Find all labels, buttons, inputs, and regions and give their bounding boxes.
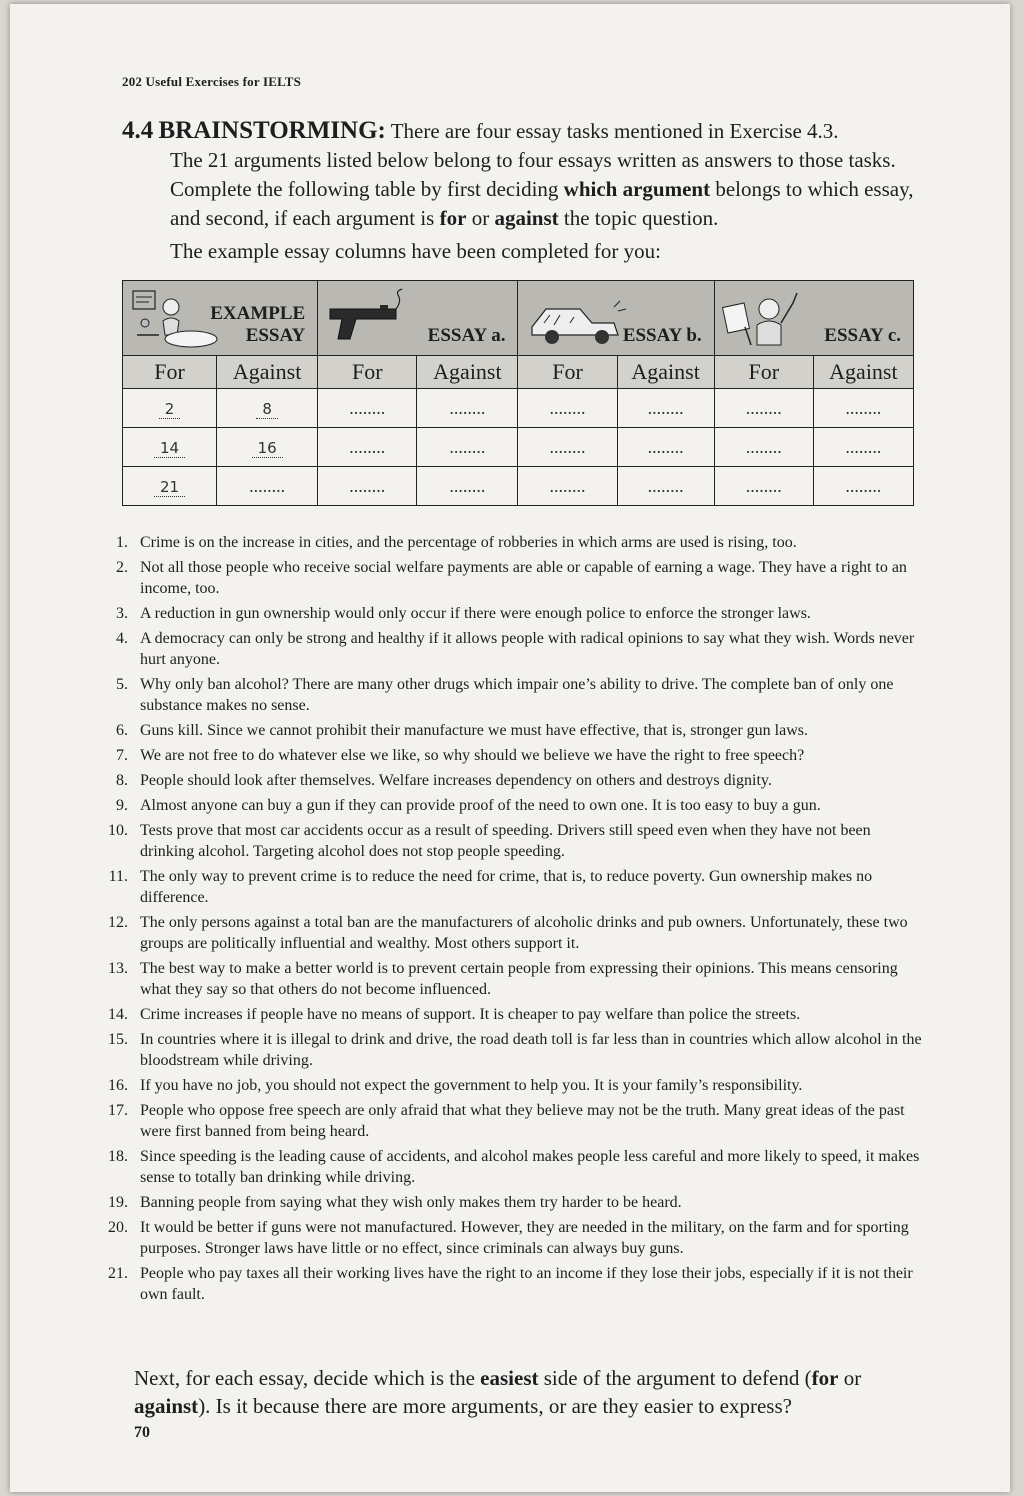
answer-cell[interactable] bbox=[123, 428, 217, 467]
header-label bbox=[428, 325, 506, 347]
table-row bbox=[123, 428, 914, 467]
argument-number: 1. bbox=[116, 534, 128, 551]
closing-text: ). Is it because there are more arguments, or are they easier to express? bbox=[198, 1394, 792, 1418]
answer-cell[interactable] bbox=[813, 428, 913, 467]
argument-number: 10. bbox=[108, 822, 128, 839]
list-item bbox=[94, 795, 922, 816]
handwritten-answer: 16 bbox=[252, 439, 283, 458]
argument-number: 12. bbox=[108, 914, 128, 931]
argument-number: 21. bbox=[108, 1265, 128, 1282]
answer-cell[interactable] bbox=[417, 467, 518, 506]
argument-text: The only persons against a total ban are the manufacturers of alcoholic drinks and pub owners. Unfortunately, these two groups are politically influential and wealthy. Most others support it. bbox=[140, 914, 908, 952]
blank-answer: ........ bbox=[549, 475, 586, 496]
col-against: Against bbox=[217, 356, 318, 389]
blank-answer: ........ bbox=[549, 397, 586, 418]
col-for: For bbox=[714, 356, 813, 389]
instruction-bold: against bbox=[494, 206, 559, 230]
argument-text: The best way to make a better world is to prevent certain people from expressing their opinions. This means censoring what they say so that others do not become influenced. bbox=[140, 960, 898, 998]
blank-answer: ........ bbox=[647, 436, 684, 457]
list-item bbox=[94, 1075, 922, 1096]
blank-answer: ........ bbox=[647, 475, 684, 496]
answer-cell[interactable] bbox=[123, 389, 217, 428]
argument-text: A democracy can only be strong and healthy if it allows people with radical opinions to say what they wish. Words never hurt anyone. bbox=[140, 630, 915, 668]
list-item bbox=[94, 674, 922, 716]
list-item bbox=[94, 1192, 922, 1213]
col-for: For bbox=[518, 356, 617, 389]
list-item bbox=[94, 1100, 922, 1142]
instruction-bold: for bbox=[439, 206, 467, 230]
list-item bbox=[94, 557, 922, 599]
header-label-line-2: ESSAY bbox=[245, 325, 306, 346]
argument-number: 15. bbox=[108, 1031, 128, 1048]
blank-answer: ........ bbox=[845, 397, 882, 418]
list-item bbox=[94, 1004, 922, 1025]
page-number: 70 bbox=[134, 1424, 150, 1441]
argument-text: Tests prove that most car accidents occur as a result of speeding. Drivers still speed even when they have not been drinking alcohol. Targeting alcohol does not stop people speeding. bbox=[140, 822, 871, 860]
header-label bbox=[210, 303, 305, 347]
blank-answer: ........ bbox=[845, 475, 882, 496]
argument-text: Crime is on the increase in cities, and the percentage of robberies in which arms are used is rising, too. bbox=[140, 534, 797, 551]
col-against: Against bbox=[617, 356, 714, 389]
answer-cell[interactable] bbox=[714, 467, 813, 506]
exercise-intro: There are four essay tasks mentioned in Exercise 4.3. bbox=[390, 119, 839, 143]
answer-cell[interactable] bbox=[813, 389, 913, 428]
list-item bbox=[94, 820, 922, 862]
argument-text: A reduction in gun ownership would only occur if there were enough police to enforce the stronger laws. bbox=[140, 605, 811, 622]
argument-text: Crime increases if people have no means of support. It is cheaper to pay welfare than police the streets. bbox=[140, 1006, 801, 1023]
answer-cell[interactable] bbox=[617, 389, 714, 428]
exercise-instructions bbox=[170, 146, 922, 233]
closing-bold: against bbox=[134, 1394, 199, 1418]
list-item bbox=[94, 628, 922, 670]
handwritten-answer: 2 bbox=[159, 400, 181, 419]
argument-list bbox=[94, 532, 922, 1309]
argument-text: Banning people from saying what they wish only makes them try harder to be heard. bbox=[140, 1194, 682, 1211]
answer-cell[interactable] bbox=[518, 428, 617, 467]
list-item bbox=[94, 1146, 922, 1188]
argument-text: In countries where it is illegal to drink and drive, the road death toll is far less than in countries which allow alcohol in the bloodstream while driving. bbox=[140, 1031, 922, 1069]
argument-number: 19. bbox=[108, 1194, 128, 1211]
blank-answer: ........ bbox=[647, 397, 684, 418]
answer-cell[interactable] bbox=[318, 467, 417, 506]
list-item bbox=[94, 532, 922, 553]
argument-number: 9. bbox=[116, 797, 128, 814]
protester-icon bbox=[721, 287, 811, 351]
handwritten-answer: 21 bbox=[154, 478, 185, 497]
answer-cell[interactable] bbox=[417, 389, 518, 428]
header-essay-a bbox=[318, 281, 518, 356]
list-item bbox=[94, 1217, 922, 1259]
col-for: For bbox=[318, 356, 417, 389]
closing-text: or bbox=[838, 1366, 862, 1390]
blank-answer: ........ bbox=[249, 475, 286, 496]
answer-cell[interactable] bbox=[617, 467, 714, 506]
header-label-line-2: ESSAY a. bbox=[427, 325, 506, 346]
header-label-line-2: ESSAY c. bbox=[824, 325, 901, 346]
table-row bbox=[123, 389, 914, 428]
argument-number: 16. bbox=[108, 1077, 128, 1094]
answer-cell[interactable] bbox=[217, 467, 318, 506]
header-essay-b bbox=[518, 281, 714, 356]
col-against: Against bbox=[417, 356, 518, 389]
exercise-number: 4.4 bbox=[122, 117, 154, 144]
argument-number: 11. bbox=[108, 868, 128, 885]
argument-text: If you have no job, you should not expect the government to help you. It is your family’s responsibility. bbox=[140, 1077, 803, 1094]
closing-text: side of the argument to defend ( bbox=[538, 1366, 812, 1390]
argument-text: We are not free to do whatever else we like, so why should we believe we have the right to free speech? bbox=[140, 747, 805, 764]
instruction-text: the topic question. bbox=[558, 206, 719, 230]
header-label-line-2: ESSAY b. bbox=[622, 325, 702, 346]
header-example-essay bbox=[123, 281, 318, 356]
argument-number: 8. bbox=[116, 772, 128, 789]
blank-answer: ........ bbox=[845, 436, 882, 457]
instruction-text: or bbox=[466, 206, 495, 230]
blank-answer: ........ bbox=[349, 397, 386, 418]
answer-cell[interactable] bbox=[518, 389, 617, 428]
handwritten-answer: 14 bbox=[154, 439, 185, 458]
argument-text: Almost anyone can buy a gun if they can provide proof of the need to own one. It is too easy to buy a gun. bbox=[140, 797, 821, 814]
answer-table bbox=[122, 280, 914, 506]
example-note: The example essay columns have been completed for you: bbox=[170, 239, 661, 263]
list-item bbox=[94, 720, 922, 741]
blank-answer: ........ bbox=[745, 436, 782, 457]
blank-answer: ........ bbox=[349, 436, 386, 457]
answer-cell[interactable] bbox=[318, 389, 417, 428]
book-page bbox=[10, 4, 1010, 1492]
answer-cell[interactable] bbox=[518, 467, 617, 506]
blank-answer: ........ bbox=[449, 436, 486, 457]
list-item bbox=[94, 745, 922, 766]
argument-number: 5. bbox=[116, 676, 128, 693]
argument-number: 4. bbox=[116, 630, 128, 647]
handwritten-answer: 8 bbox=[256, 400, 278, 419]
exercise-section bbox=[122, 116, 922, 264]
exercise-keyword: BRAINSTORMING: bbox=[158, 117, 386, 144]
answer-cell[interactable] bbox=[318, 428, 417, 467]
blank-answer: ........ bbox=[549, 436, 586, 457]
answer-cell[interactable] bbox=[417, 428, 518, 467]
blank-answer: ........ bbox=[349, 475, 386, 496]
closing-bold: easiest bbox=[480, 1366, 539, 1390]
argument-number: 18. bbox=[108, 1148, 128, 1165]
header-label-line-1: EXAMPLE bbox=[210, 303, 306, 324]
list-item bbox=[94, 912, 922, 954]
table-subheader-row bbox=[123, 356, 914, 389]
answer-cell[interactable] bbox=[217, 428, 318, 467]
argument-text: People who pay taxes all their working lives have the right to an income if they lose their jobs, especially if it is not their own fault. bbox=[140, 1265, 913, 1303]
argument-number: 2. bbox=[116, 559, 128, 576]
argument-text: People should look after themselves. Welfare increases dependency on others and destroys dignity. bbox=[140, 772, 772, 789]
argument-number: 13. bbox=[108, 960, 128, 977]
list-item bbox=[94, 1263, 922, 1305]
list-item bbox=[94, 603, 922, 624]
argument-number: 14. bbox=[108, 1006, 128, 1023]
blank-answer: ........ bbox=[449, 397, 486, 418]
answer-cell[interactable] bbox=[217, 389, 318, 428]
instruction-text: belongs to which essay, and second, if each argument is bbox=[170, 177, 914, 230]
argument-number: 7. bbox=[116, 747, 128, 764]
header-label bbox=[623, 325, 702, 347]
argument-number: 20. bbox=[108, 1219, 128, 1236]
list-item bbox=[94, 866, 922, 908]
argument-number: 17. bbox=[108, 1102, 128, 1119]
argument-text: Guns kill. Since we cannot prohibit their manufacture we must have effective, that is, stronger gun laws. bbox=[140, 722, 808, 739]
col-against: Against bbox=[813, 356, 913, 389]
running-head: 202 Useful Exercises for IELTS bbox=[122, 74, 302, 89]
table-row bbox=[123, 467, 914, 506]
gun-icon bbox=[324, 287, 414, 347]
closing-instruction bbox=[134, 1364, 924, 1420]
answer-cell[interactable] bbox=[714, 389, 813, 428]
instruction-bold: which argument bbox=[563, 177, 711, 201]
answer-cell[interactable] bbox=[123, 467, 217, 506]
list-item bbox=[94, 958, 922, 1000]
argument-text: Not all those people who receive social welfare payments are able or capable of earning a wage. They have a right to an income, too. bbox=[140, 559, 907, 597]
argument-text: Why only ban alcohol? There are many other drugs which impair one’s ability to drive. The complete ban of only one substance makes no sense. bbox=[140, 676, 894, 714]
blank-answer: ........ bbox=[745, 475, 782, 496]
argument-text: People who oppose free speech are only afraid that what they believe may not be the truth. Many great ideas of the past were first banned from being heard. bbox=[140, 1102, 905, 1140]
table-header-row bbox=[123, 281, 914, 356]
argument-number: 6. bbox=[116, 722, 128, 739]
answer-cell[interactable] bbox=[617, 428, 714, 467]
answer-cell[interactable] bbox=[813, 467, 913, 506]
answer-cell[interactable] bbox=[714, 428, 813, 467]
col-for: For bbox=[123, 356, 217, 389]
closing-bold: for bbox=[811, 1366, 839, 1390]
list-item bbox=[94, 1029, 922, 1071]
exercise-heading bbox=[122, 116, 922, 146]
car-crash-icon bbox=[524, 287, 634, 351]
blank-answer: ........ bbox=[745, 397, 782, 418]
instruction-text: The 21 arguments listed below belong to four essays written as answers to those tasks. Complete the following table by first deciding bbox=[170, 148, 896, 201]
blank-answer: ........ bbox=[449, 475, 486, 496]
header-label bbox=[824, 325, 901, 347]
argument-text: Since speeding is the leading cause of accidents, and alcohol makes people less careful and more likely to speed, it makes sense to totally ban drinking while driving. bbox=[140, 1148, 920, 1186]
closing-text: Next, for each essay, decide which is the bbox=[134, 1366, 481, 1390]
header-essay-c bbox=[714, 281, 913, 356]
argument-text: The only way to prevent crime is to reduce the need for crime, that is, to reduce poverty. Gun ownership makes no difference. bbox=[140, 868, 873, 906]
list-item bbox=[94, 770, 922, 791]
argument-text: It would be better if guns were not manufactured. However, they are needed in the military, on the farm and for sporting purposes. Stronger laws have little or no effect, since criminals can always buy guns. bbox=[140, 1219, 909, 1257]
argument-number: 3. bbox=[116, 605, 128, 622]
